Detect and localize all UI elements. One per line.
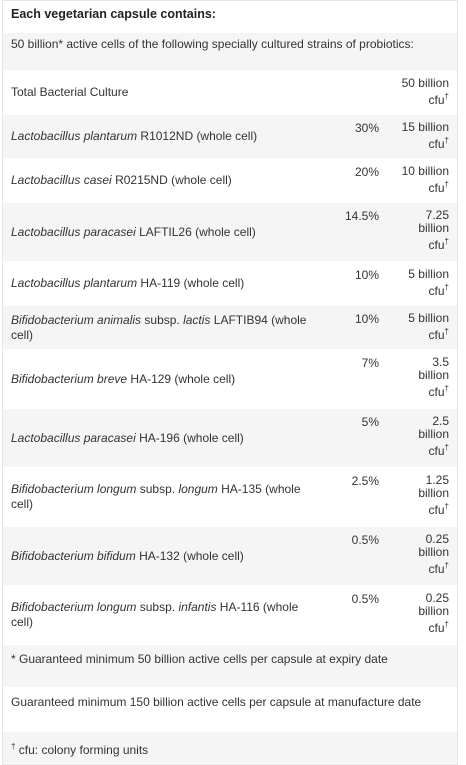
table-title: Each vegetarian capsule contains: [3,1,457,33]
strain-list [3,115,457,645]
strain-amount: 10 billion cfu† [401,164,449,195]
strain-amount: 5 billion cfu† [408,267,449,298]
strain-row [3,159,457,203]
strain-percent: 10% [354,268,379,282]
strain-percent: 2.5% [351,474,379,488]
strain-row [3,409,457,468]
strain-amount: 2.5 billion cfu† [418,414,449,458]
strain-amount: 5 billion cfu† [408,311,449,342]
strain-name: Bifidobacterium longum subsp. infantis HA-116 (whole cell) [11,600,299,629]
strain-percent: 0.5% [351,533,379,547]
strain-name: Lactobacillus paracasei LAFTIL26 (whole cell) [11,224,256,239]
strain-name: Bifidobacterium longum subsp. longum HA-135 (whole cell) [11,482,301,511]
strain-name: Lactobacillus casei R0215ND (whole cell) [11,173,232,187]
strain-row [3,203,457,262]
total-amount: 50 billion cfu† [401,76,449,107]
strain-name: Bifidobacterium bifidum HA-132 (whole cell) [11,548,244,563]
strain-amount: 1.25 billion cfu† [418,473,449,517]
strain-percent: 10% [354,312,379,326]
strain-row [3,527,457,586]
strain-name: Bifidobacterium breve HA-129 (whole cell) [11,371,236,386]
strain-row [3,262,457,306]
strain-name: Bifidobacterium animalis subsp. lactis LAFTIB94 (whole cell) [11,312,307,342]
strain-percent: 7% [361,356,379,370]
strain-percent: 0.5% [351,592,379,606]
strain-amount: 3.5 billion cfu† [418,355,449,399]
strain-percent: 20% [354,165,379,179]
strain-percent: 5% [361,415,379,429]
strain-row [3,468,457,527]
strain-row [3,586,457,645]
strain-percent: 14.5% [344,209,379,223]
strain-percent: 30% [354,121,379,135]
strain-row [3,306,457,350]
footnote-cfu: † cfu: colony forming units [3,732,457,764]
strain-amount: 7.25 billion cfu† [418,208,449,252]
total-row [3,71,457,115]
strain-amount: 15 billion cfu† [401,120,449,151]
total-label: Total Bacterial Culture [11,85,129,99]
strain-amount: 0.25 billion cfu† [418,591,449,635]
total-pct [323,71,379,114]
intro-text: 50 billion* active cells of the following specially cultured strains of probiotics: [3,33,457,71]
footnote-expiry: * Guaranteed minimum 50 billion active cells per capsule at expiry date [3,645,457,688]
ingredients-table [2,0,458,765]
strain-name: Lactobacillus paracasei HA-196 (whole cell) [11,430,244,445]
strain-name: Lactobacillus plantarum R1012ND (whole cell) [11,129,258,143]
strain-row [3,350,457,409]
strain-name: Lactobacillus plantarum HA-119 (whole cell) [11,276,245,290]
strain-row [3,115,457,159]
strain-amount: 0.25 billion cfu† [418,532,449,576]
footnote-manufacture: Guaranteed minimum 150 billion active cells per capsule at manufacture date [3,688,457,732]
